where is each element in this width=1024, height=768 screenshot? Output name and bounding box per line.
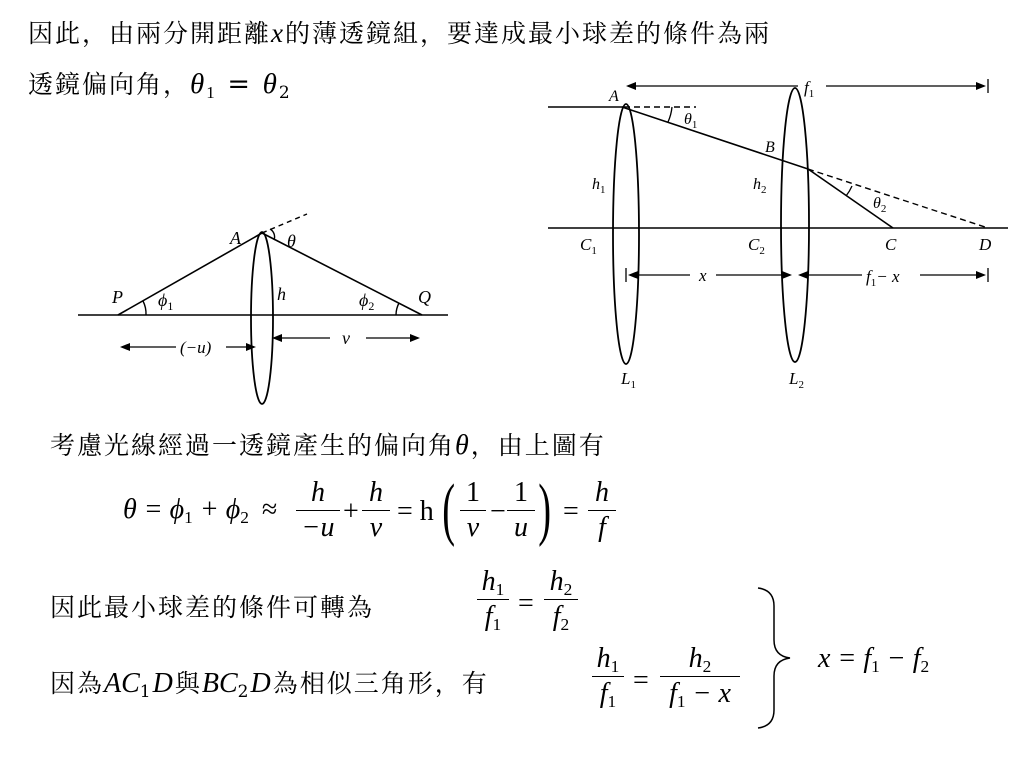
similar-bc: BC xyxy=(201,668,238,699)
curly-brace xyxy=(758,588,790,728)
eq1-eq-h xyxy=(397,498,434,526)
similar-line xyxy=(50,668,489,702)
cond-frac2-den-sub: 2 xyxy=(560,615,570,635)
result-eq-f: = f xyxy=(830,643,872,674)
similar-frac2-num-sub: 2 xyxy=(702,656,712,676)
similar-frac2-den-f: f xyxy=(669,678,677,710)
eq1-eq-h-text: = h xyxy=(397,496,434,527)
cond-frac1-den-f: f xyxy=(484,601,493,633)
intro-line-2-prefix: 透鏡偏向角， xyxy=(28,70,191,99)
theta1-arc xyxy=(668,107,672,122)
label-x: x xyxy=(699,266,707,285)
eq1-frac4-den: u xyxy=(514,512,528,544)
eq1-frac-h-over-v xyxy=(362,477,390,544)
label-h1-symbol: h xyxy=(592,176,600,193)
label-l2-sub: 2 xyxy=(798,379,804,391)
cond-frac2-num-h: h xyxy=(549,566,564,597)
label-l1-symbol: L xyxy=(621,369,631,388)
similar-frac1-den-f: f xyxy=(599,678,608,710)
eq1-lhs-text: θ = ϕ xyxy=(123,494,185,525)
similar-frac2-bar xyxy=(660,676,740,677)
similar-frac1-num-h: h xyxy=(596,643,611,674)
eq1-frac-1-over-v xyxy=(460,477,486,544)
cond-frac-h2-f2 xyxy=(544,566,578,633)
cond-frac-h1-f1 xyxy=(477,566,509,633)
similar-frac1-num-sub: 1 xyxy=(610,656,620,676)
f1x-arrowhead-left xyxy=(798,271,808,279)
intro-line-1-prefix: 因此，由兩分開距離 xyxy=(28,19,272,48)
eq1-sub1: 1 xyxy=(184,507,193,527)
label-a-left: A xyxy=(230,228,241,248)
similar-bc-sub: 2 xyxy=(237,681,251,702)
f1-arrowhead-right xyxy=(976,82,986,90)
similar-frac-h1-f1 xyxy=(592,643,624,710)
eq1-frac3-bar xyxy=(460,510,486,511)
eq1-right-paren: ) xyxy=(538,471,552,548)
label-f1-sub: 1 xyxy=(808,88,815,100)
label-d: D xyxy=(979,235,992,254)
label-f1-minus-x xyxy=(866,267,900,289)
eq1-frac1-den: −u xyxy=(301,512,335,544)
cond-frac2-num xyxy=(544,566,578,598)
intro-theta1-sub: 1 xyxy=(206,82,217,102)
eq1-frac4-bar xyxy=(507,510,535,511)
eq1-frac2-den: v xyxy=(369,512,383,544)
eq1-frac1-bar xyxy=(296,510,340,511)
label-f1mx-sub: 1 xyxy=(870,277,877,289)
label-h1 xyxy=(592,176,606,196)
similar-frac2-den-rest: − x xyxy=(685,678,731,710)
eq1-frac3-den: v xyxy=(466,512,480,544)
result-sub2: 2 xyxy=(920,656,930,676)
cond-frac1-den-sub: 1 xyxy=(492,615,502,635)
cond-frac1-num-sub: 1 xyxy=(495,579,505,599)
eq1-frac-1-over-u xyxy=(507,477,535,544)
eq1-plus2: + xyxy=(343,496,359,527)
cond-frac1-bar xyxy=(477,599,509,600)
similar-d2: D xyxy=(250,668,273,699)
label-l1-sub: 1 xyxy=(630,379,636,391)
label-c2 xyxy=(748,235,765,257)
similar-frac2-num-h: h xyxy=(688,643,703,674)
ray-bd-dashed xyxy=(808,169,988,228)
equation1-lhs xyxy=(123,494,278,527)
label-f1mx-rest: − x xyxy=(876,267,900,286)
label-l2 xyxy=(788,369,804,391)
label-h2 xyxy=(753,176,767,196)
x-arrowhead-left xyxy=(628,271,638,279)
x-arrowhead-right xyxy=(782,271,792,279)
label-phi2-sub: 2 xyxy=(368,299,375,313)
label-c: C xyxy=(885,235,897,254)
cond-frac2-bar xyxy=(544,599,578,600)
label-c2-symbol: C xyxy=(748,235,760,254)
label-theta2-sub: 2 xyxy=(880,203,887,215)
label-theta2 xyxy=(873,195,886,215)
label-c1-symbol: C xyxy=(580,235,592,254)
intro-line-1-suffix: 的薄透鏡組，要達成最小球差的條件為兩 xyxy=(285,19,772,48)
label-phi1-sub: 1 xyxy=(167,299,174,313)
consider-line xyxy=(50,432,606,460)
eq1-frac2-num: h xyxy=(369,477,383,508)
label-l2-symbol: L xyxy=(789,369,799,388)
similar-equals: = xyxy=(633,665,649,696)
intro-theta2-sub: 2 xyxy=(278,82,292,103)
intro-theta2: θ xyxy=(262,68,279,100)
label-c1 xyxy=(580,235,597,257)
label-theta2-symbol: θ xyxy=(873,195,881,212)
similar-frac-h2-f1-minus-x xyxy=(660,643,740,710)
cond-frac1-den xyxy=(477,601,509,633)
eq1-frac-h-over-f xyxy=(588,477,616,544)
label-b: B xyxy=(765,139,775,156)
result-x: x xyxy=(818,643,831,674)
label-phi1-symbol: ϕ xyxy=(158,290,168,310)
cond-frac1-num xyxy=(477,566,509,598)
consider-suffix: ，由上圖有 xyxy=(470,431,606,460)
similar-frac1-den xyxy=(592,678,624,710)
eq1-eq2: = xyxy=(563,496,579,527)
similar-frac1-den-sub: 1 xyxy=(607,692,617,712)
theta2-arc xyxy=(846,186,852,196)
label-v: v xyxy=(342,328,350,348)
label-l1 xyxy=(620,369,636,391)
label-f1-symbol: f xyxy=(804,78,809,97)
eq1-frac1-num: h xyxy=(311,477,325,508)
similar-yu: 與 xyxy=(174,669,202,698)
f1-arrowhead-left xyxy=(626,82,636,90)
label-f1mx-symbol: f xyxy=(866,267,871,286)
similar-frac2-den-sub: 1 xyxy=(676,692,686,712)
eq1-frac3-num: 1 xyxy=(466,477,480,508)
result-minus-f: − f xyxy=(879,643,921,674)
cond-frac2-num-sub: 2 xyxy=(563,579,573,599)
label-p: P xyxy=(112,287,123,307)
eq1-frac2-bar xyxy=(362,510,390,511)
cond-equals: = xyxy=(518,588,534,619)
label-h1-sub: 1 xyxy=(600,184,606,196)
ray-ab xyxy=(622,107,808,169)
condition-text: 因此最小球差的條件可轉為 xyxy=(50,593,375,622)
eq1-frac-h-over-neg-u xyxy=(296,477,340,544)
eq1-sub2: 2 xyxy=(240,507,249,527)
consider-text: 考慮光線經過一透鏡產生的偏向角 xyxy=(50,431,456,460)
similar-prefix: 因為 xyxy=(50,669,105,698)
eq1-plus: + ϕ xyxy=(192,494,241,525)
result-sub1: 1 xyxy=(871,656,880,676)
similar-d1: D xyxy=(152,668,175,699)
label-theta-left: θ xyxy=(287,231,296,251)
similar-frac1-bar xyxy=(592,676,624,677)
intro-var-x: x xyxy=(271,18,285,48)
label-a-right: A xyxy=(609,88,619,105)
label-phi2-symbol: ϕ xyxy=(359,290,369,310)
similar-ac: AC xyxy=(104,668,140,699)
label-c2-sub: 2 xyxy=(759,245,765,257)
cond-frac2-den-f: f xyxy=(552,601,561,633)
label-q: Q xyxy=(418,287,431,307)
similar-suffix: 為相似三角形，有 xyxy=(272,669,489,698)
eq1-frac5-bar xyxy=(588,510,616,511)
label-u: (−u) xyxy=(180,338,212,357)
label-h-left: h xyxy=(277,284,286,304)
eq1-minus: − xyxy=(490,496,506,527)
label-h2-symbol: h xyxy=(753,176,761,193)
result-equation xyxy=(818,643,930,676)
label-theta1-sub: 1 xyxy=(691,119,698,131)
f1x-arrowhead-right xyxy=(976,271,986,279)
consider-theta: θ xyxy=(455,430,471,461)
label-h2-sub: 2 xyxy=(761,184,767,196)
similar-frac1-num xyxy=(592,643,624,675)
similar-frac2-den xyxy=(660,678,740,710)
lens-l2 xyxy=(781,88,809,362)
cond-frac2-den xyxy=(544,601,578,633)
eq1-approx: ≈ xyxy=(261,494,278,525)
label-f1 xyxy=(804,78,814,100)
similar-frac2-num xyxy=(660,643,740,675)
intro-theta1: θ xyxy=(190,68,207,100)
eq1-frac5-den: f xyxy=(598,512,606,544)
eq1-frac5-num: h xyxy=(595,477,609,508)
eq1-left-paren: ( xyxy=(442,471,456,548)
eq1-frac4-num: 1 xyxy=(514,477,528,508)
intro-equals: = xyxy=(216,69,263,100)
label-theta1-symbol: θ xyxy=(684,111,692,128)
cond-frac1-num-h: h xyxy=(481,566,496,597)
label-c1-sub: 1 xyxy=(591,245,597,257)
lens-l1 xyxy=(613,104,639,364)
similar-ac-sub: 1 xyxy=(139,681,153,702)
